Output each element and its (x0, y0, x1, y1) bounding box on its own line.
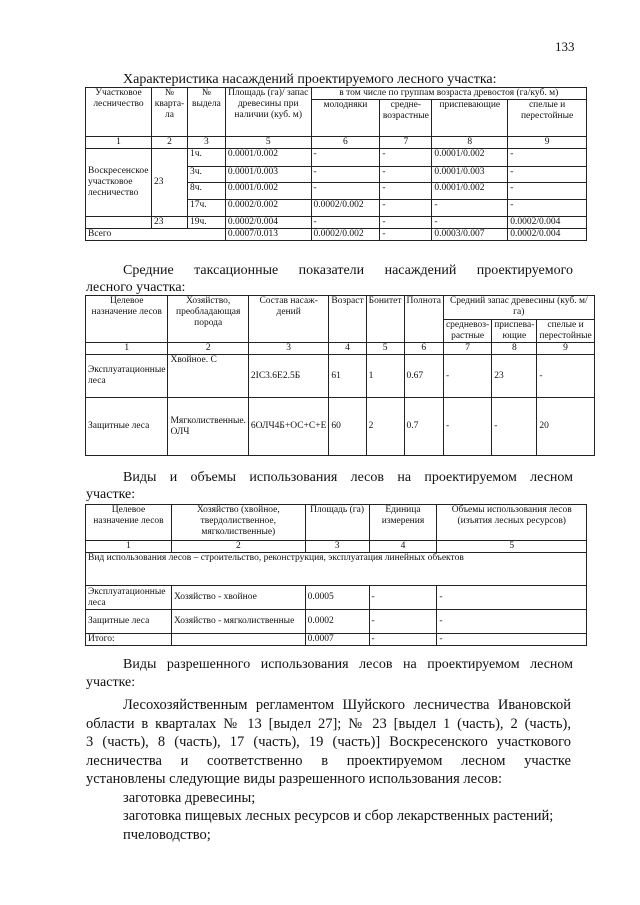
col-age-groups: в том числе по группам возраста древостоя (га/куб. м) (311, 88, 586, 100)
colnum: 4 (329, 343, 366, 355)
age-cell: 60 (329, 398, 366, 456)
stock-ripening-cell: 23 (492, 355, 537, 398)
mature-cell: - (508, 149, 587, 167)
purpose-cell: Эксплуатационные леса (86, 355, 168, 398)
forestry-empty (86, 217, 152, 229)
mid-cell: - (380, 149, 432, 167)
colnum: 3 (248, 343, 329, 355)
colnum: 8 (432, 137, 508, 149)
col-quarter: № кварта-ла (151, 88, 187, 137)
stock-mature-cell: - (537, 355, 594, 398)
section4-title: Виды разрешенного использования лесов на проектируемом лесном (123, 657, 573, 672)
mature-cell: - (508, 200, 587, 217)
density-cell: 0.67 (404, 355, 443, 398)
list-item: пчеловодство; (123, 827, 211, 843)
mid-cell: - (380, 217, 432, 229)
colnum: 2 (151, 137, 187, 149)
vydel-cell: 8ч. (187, 183, 225, 200)
total-area: 0.0007/0.013 (225, 229, 311, 241)
colnum: 7 (380, 137, 432, 149)
colnum: 1 (86, 137, 152, 149)
bonitet-cell: 2 (366, 398, 404, 456)
vydel-cell: 17ч. (187, 200, 225, 217)
colnum: 2 (171, 541, 305, 553)
mid-cell: - (380, 167, 432, 183)
total-young: 0.0002/0.002 (311, 229, 380, 241)
col-stock-mature: спелые и перестойные (537, 320, 594, 343)
taxation-table (85, 295, 595, 456)
paragraph-line: области в кварталах № 13 [выдел 27]; № 23 [выдел 1 (часть), 2 (часть), (86, 716, 571, 732)
section4-title-cont: участке: (86, 675, 136, 690)
col-forestry: Участковое лесничество (86, 88, 152, 137)
ripening-cell: 0.0001/0.002 (432, 149, 508, 167)
paragraph-line: установлены следующие виды разрешенного использования лесов: (86, 771, 502, 787)
stock-ripening-cell: - (492, 398, 537, 456)
colnum: 4 (369, 541, 437, 553)
young-cell: - (311, 183, 380, 200)
area-cell: 0.0002 (305, 610, 369, 634)
area-cell: 0.0001/0.002 (225, 149, 311, 167)
col-stock: Средний запас древесины (куб. м/га) (443, 296, 594, 320)
total-ripening: 0.0003/0.007 (432, 229, 508, 241)
stands-table (85, 87, 587, 241)
total-area: 0.0007 (305, 634, 369, 646)
colnum: 5 (225, 137, 311, 149)
stock-mid-cell: - (443, 355, 491, 398)
purpose-cell: Защитные леса (86, 398, 168, 456)
total-mid: - (380, 229, 432, 241)
composition-cell: 2ІС3.6Е2.5Б (248, 355, 329, 398)
colnum: 6 (311, 137, 380, 149)
young-cell: - (311, 217, 380, 229)
ripening-cell: 0.0001/0.003 (432, 167, 508, 183)
colnum: 9 (508, 137, 587, 149)
col-area: Площадь (га)/ запас древесины при наличии (куб. м) (225, 88, 311, 137)
farm-cell: Мягколиственные. ОЛЧ (168, 398, 248, 456)
vydel-cell: 1ч. (187, 149, 225, 167)
vydel-cell: 19ч. (187, 217, 225, 229)
total-unit: - (369, 634, 437, 646)
col-age: Возраст (329, 296, 366, 343)
forestry-name: Воскресенское участковое лесничество (86, 149, 152, 217)
page-number: 133 (555, 39, 575, 54)
colnum: 2 (168, 343, 248, 355)
density-cell: 0.7 (404, 398, 443, 456)
col-stock-mid: средневоз-растные (443, 320, 491, 343)
mid-cell: - (380, 183, 432, 200)
col-density: Полнота (404, 296, 443, 343)
col-young: молодняки (311, 100, 380, 137)
quarter-cell: 23 (151, 217, 187, 229)
section3-title: Виды и объемы использования лесов на проектируемом лесном (123, 470, 573, 485)
unit-cell: - (369, 610, 437, 634)
farm-cell: Хвойное. С (168, 355, 248, 398)
area-cell: 0.0005 (305, 586, 369, 610)
farm-cell: Хозяйство - мягколиственные (171, 610, 305, 634)
paragraph-line: Лесохозяйственным регламентом Шуйского лесничества Ивановской (123, 697, 571, 713)
col-purpose: Целевое назначение лесов (86, 505, 172, 541)
area-cell: 0.0002/0.002 (225, 200, 311, 217)
section3-title-cont: участке: (86, 487, 136, 502)
quarter-cell: 23 (151, 149, 187, 217)
colnum: 1 (86, 343, 168, 355)
list-item: заготовка пищевых лесных ресурсов и сбор лекарственных растений; (123, 808, 554, 824)
volume-cell: - (437, 610, 587, 634)
colnum: 1 (86, 541, 172, 553)
young-cell: - (311, 167, 380, 183)
colnum: 9 (537, 343, 594, 355)
total-label: Итого: (86, 634, 172, 646)
col-area: Площадь (га) (305, 505, 369, 541)
volume-cell: - (437, 586, 587, 610)
farm-cell: Хозяйство - хвойное (171, 586, 305, 610)
total-volume: - (437, 634, 587, 646)
colnum: 6 (404, 343, 443, 355)
mid-cell: - (380, 200, 432, 217)
col-bonitet: Бонитет (366, 296, 404, 343)
colnum: 5 (437, 541, 587, 553)
paragraph-line: 3 (часть), 8 (часть), 17 (часть), 19 (часть)] Воскресенского участкового (86, 734, 571, 750)
stock-mature-cell: 20 (537, 398, 594, 456)
unit-cell: - (369, 586, 437, 610)
area-cell: 0.0001/0.003 (225, 167, 311, 183)
total-mature: 0.0002/0.004 (508, 229, 587, 241)
col-mid: средне-возрастные (380, 100, 432, 137)
ripening-cell: 0.0001/0.002 (432, 183, 508, 200)
purpose-cell: Защитные леса (86, 610, 172, 634)
ripening-cell: - (432, 200, 508, 217)
area-cell: 0.0002/0.004 (225, 217, 311, 229)
col-volume: Объемы использования лесов (изъятия лесных ресурсов) (437, 505, 587, 541)
col-ripening: приспевающие (432, 100, 508, 137)
colnum: 3 (187, 137, 225, 149)
section2-title: Средние таксационные показатели насаждений проектируемого (123, 263, 573, 278)
bonitet-cell: 1 (366, 355, 404, 398)
ripening-cell: - (432, 217, 508, 229)
col-composition: Состав насаж-дений (248, 296, 329, 343)
vydel-cell: 3ч. (187, 167, 225, 183)
total-label: Всего (86, 229, 226, 241)
total-farm-empty (171, 634, 305, 646)
stock-mid-cell: - (443, 398, 491, 456)
list-item: заготовка древесины; (123, 790, 256, 806)
area-cell: 0.0001/0.002 (225, 183, 311, 200)
section2-title-cont: лесного участка: (86, 280, 186, 295)
age-cell: 61 (329, 355, 366, 398)
col-purpose: Целевое назначение лесов (86, 296, 168, 343)
mature-cell: 0.0002/0.004 (508, 217, 587, 229)
purpose-cell: Эксплуатационные леса (86, 586, 172, 610)
paragraph-line: лесничества и соответственно в проектируемом лесном участке (86, 753, 571, 769)
colnum: 3 (305, 541, 369, 553)
col-vydel: № выдела (187, 88, 225, 137)
mature-cell: - (508, 183, 587, 200)
composition-cell: 6ОЛЧ4Б+ОС+С+Е (248, 398, 329, 456)
mature-cell: - (508, 167, 587, 183)
colnum: 7 (443, 343, 491, 355)
usage-type-row: Вид использования лесов – строительство, реконструкция, эксплуатация линейных объектов (86, 553, 587, 586)
usage-table (85, 504, 587, 646)
colnum: 8 (492, 343, 537, 355)
col-mature: спелые и перестойные (508, 100, 587, 137)
col-farm: Хозяйство, преобладающая порода (168, 296, 248, 343)
col-stock-ripening: приспева-ющие (492, 320, 537, 343)
colnum: 5 (366, 343, 404, 355)
col-unit: Единица измерения (369, 505, 437, 541)
col-farm: Хозяйство (хвойное, твердолиственное, мягколиственные) (171, 505, 305, 541)
section1-title: Характеристика насаждений проектируемого лесного участка: (123, 72, 497, 87)
young-cell: - (311, 149, 380, 167)
young-cell: 0.0002/0.002 (311, 200, 380, 217)
